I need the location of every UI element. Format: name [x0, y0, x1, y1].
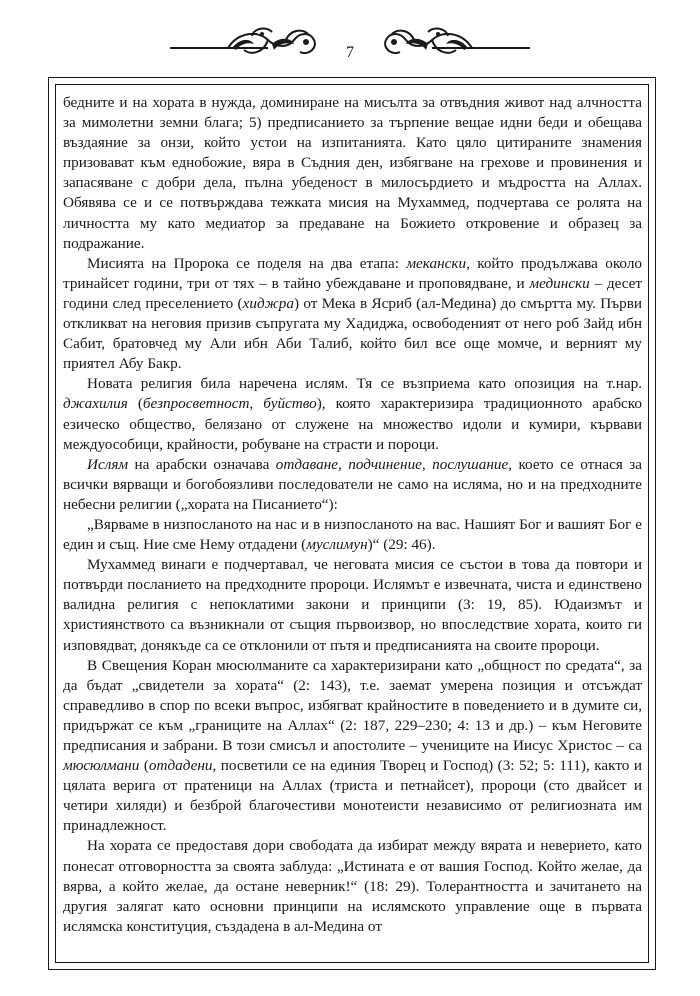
paragraph: Мисията на Пророка се поделя на два етапа: мекански, който продължава около тринайсет години, три от тях – в тайно убеждаване и проповядване, и медински – десет години след преселението (хиджра) от Мека в Ясриб (ал-Медина) до смъртта му. Първи откликват на неговия призив съпругата му Хадиджа, освободеният от него роб Зайд ибн Сабит, братовчед му Али ибн Аби Талиб, който бил все още момче, и верният му приятел Абу Бакр.	[63, 254, 642, 373]
page-number: 7	[346, 44, 354, 61]
paragraph: Ислям на арабски означава отдаване, подчинение, послушание, което се отнася за всички вярващи и богобоязливи последователи не само на исляма, но и на предходните небесни религии („хората на Писанието“):	[63, 455, 643, 513]
quote-paragraph: „Вярваме в низпосланото на нас и в низпосланото на вас. Нашият Бог и вашият Бог е един и същ. Ние сме Нему отдадени (муслимун)“ (29: 46).	[63, 515, 642, 554]
paragraph: бедните и на хората в нужда, доминиране на мисълта за отвъдния живот над алчността за мимолетни земни блага; 5) предписанието за търпение вещае идни беди и обещава въздаяние за онзи, който устои на изпитанията. Като цяло цитираните знамения призовават към еднобожие, вяра в Съдния ден, избягване на грехове и провинения и запасяване с добри дела, пълна убеденост в милосърдието и мъдростта на Аллах. Обявява се и се потвърждава тежката мисия на Мухаммед, подчертава се ролята на личността му като медиатор за предаване на Божието откровение и образец за подражание.	[63, 94, 642, 252]
paragraph: В Свещения Коран мюсюлманите са характеризирани като „общност по средата“, за да бъдат „свидетели за хората“ (2: 143), т.е. заемат умерена позиция и отсъждат справедливо в спор по всеки въпрос, избягват крайностите в поведението и в думите си, придържат се към „границите на Аллах“ (2: 187, 229–230; 4: 13 и др.) – към Неговите предписания и забрани. В този смисъл и апостолите – учениците на Иисус Христос – са мюсюлмани (отдадени, посветили се на единия Творец и Господ) (3: 52; 5: 111), както и цялата верига от пратеници на Аллах (триста и петнайсет), пророци (сто двайсет и четири хиляди) и безброй благочестиви монотеисти независимо от религиозната им принадлежност.	[63, 656, 642, 835]
ornament-left-icon	[168, 26, 320, 60]
ornament-right-icon	[380, 26, 532, 60]
paragraph: На хората се предоставя дори свободата да избират между вярата и неверието, като понесат отговорността за своята заблуда: „Истината е от вашия Господ. Който желае, да вярва, а който желае, да остане неверник!“ (18: 29). Толерантността и зачитането на другия залягат като основни принципи на ислямското управление още в първата ислямска конституция, създадена в ал-Медина от	[63, 837, 642, 935]
paragraph: Новата религия била наречена ислям. Тя се възприема като опозиция на т.нар. джахилия (безпросветност, буйство), която характеризира традиционното арабско езическо общество, белязано от служене на множество идоли и кумири, кървави междуособици, крайности, робуване на страсти и пороци.	[63, 375, 642, 453]
paragraph: Мухаммед винаги е подчертавал, че неговата мисия се състои в това да повтори и потвърди посланието на предходните пророци. Ислямът е извечната, чиста и единствено валидна религия с непоклатими закони и принципи (3: 19, 85). Юдаизмът и християнството са възникнали от същия първоизвор, но впоследствие хората, които ги изповядват, донякъде са се отклонили от пътя и предписанията на своите пророци.	[63, 556, 642, 654]
body-text	[63, 93, 642, 937]
